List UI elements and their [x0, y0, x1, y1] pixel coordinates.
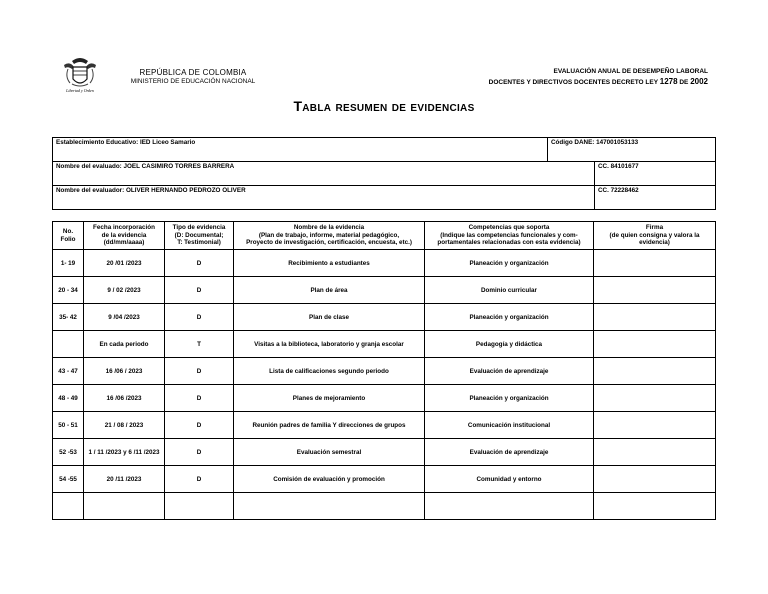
cell-date: 9 / 02 /2023 [84, 277, 165, 304]
info-row-establishment [53, 138, 716, 162]
cell-date [84, 493, 165, 520]
cell-type: D [165, 412, 234, 439]
cell-folio: 20 - 34 [53, 277, 84, 304]
cell-signature [594, 385, 716, 412]
evidence-table [52, 221, 716, 520]
cell-folio: 54 -55 [53, 466, 84, 493]
cell-signature [594, 466, 716, 493]
cell-signature [594, 412, 716, 439]
info-row-evaluated [53, 162, 716, 186]
decree-number: 1278 [659, 77, 678, 86]
table-row [53, 493, 716, 520]
cell-date: 16 /06 /2023 [84, 385, 165, 412]
table-row [53, 304, 716, 331]
cell-evidence-name: Plan de clase [234, 304, 425, 331]
cell-evidence-name: Evaluación semestral [234, 439, 425, 466]
cell-signature [594, 493, 716, 520]
evaluated-cc-cell: CC. 84101677 [595, 162, 716, 186]
header-date-line: Fecha incorporación [93, 224, 155, 232]
cell-competence: Pedagogía y didáctica [425, 331, 594, 358]
table-row [53, 277, 716, 304]
evaluator-cc-cell: CC. 72228462 [595, 186, 716, 210]
cell-evidence-name: Planes de mejoramiento [234, 385, 425, 412]
cell-type: D [165, 277, 234, 304]
cell-signature [594, 250, 716, 277]
decree-de: DE [677, 79, 691, 86]
cell-date: 21 / 08 / 2023 [84, 412, 165, 439]
cell-folio: 1- 19 [53, 250, 84, 277]
header-comp-line: portamentales relacionadas con esta evidencia) [437, 239, 581, 247]
header-name-line: Nombre de la evidencia [293, 224, 365, 232]
table-row [53, 358, 716, 385]
cell-folio: 52 -53 [53, 439, 84, 466]
table-row [53, 385, 716, 412]
header-right [489, 68, 708, 86]
evaluation-title: EVALUACIÓN ANUAL DE DESEMPEÑO LABORAL [553, 68, 708, 75]
header-evidence-name [234, 222, 425, 250]
ministry-name: MINISTERIO DE EDUCACIÓN NACIONAL [130, 78, 256, 85]
cell-folio [53, 331, 84, 358]
cell-competence: Planeación y organización [425, 304, 594, 331]
dane-code-cell: Código DANE: 147001053133 [548, 138, 716, 162]
cell-type: D [165, 358, 234, 385]
cell-date: 20 /01 /2023 [84, 250, 165, 277]
header-date-line: de la evidencia [101, 231, 147, 239]
cell-folio: 35- 42 [53, 304, 84, 331]
evaluated-name-cell: Nombre del evaluado: JOEL CASIMIRO TORRES BARRERA [53, 162, 595, 186]
header-type-line: T: Testimonial) [177, 239, 221, 247]
header-sign-line: evidencia) [639, 239, 670, 247]
header-folio-line: No. [62, 227, 74, 235]
decree-prefix: DOCENTES Y DIRECTIVOS DOCENTES DECRETO LEY [488, 79, 660, 86]
table-row [53, 250, 716, 277]
header-comp-line: Competencias que soporta [468, 224, 550, 232]
cell-signature [594, 358, 716, 385]
cell-evidence-name: Lista de calificaciones segundo periodo [234, 358, 425, 385]
cell-type: D [165, 466, 234, 493]
country-name: REPÚBLICA DE COLOMBIA [139, 68, 247, 77]
cell-folio: 48 - 49 [53, 385, 84, 412]
header-comp-line: (Indique las competencias funcionales y com- [440, 231, 578, 239]
header-signature [594, 222, 716, 250]
info-table [52, 137, 716, 210]
cell-folio [53, 493, 84, 520]
cell-date: 20 /11 /2023 [84, 466, 165, 493]
info-row-evaluator [53, 186, 716, 210]
table-row [53, 412, 716, 439]
cell-folio: 43 - 47 [53, 358, 84, 385]
header-name-line: (Plan de trabajo, informe, material pedagógico, [258, 231, 400, 239]
header-sign-line: (de quien consigna y valora la [609, 231, 700, 239]
decree-year: 2002 [690, 77, 708, 86]
header-folio-line: Folio [60, 235, 76, 243]
cell-signature [594, 331, 716, 358]
page-title: Tabla resumen de evidencias [293, 98, 475, 114]
cell-date: 9 /04 /2023 [84, 304, 165, 331]
cell-evidence-name: Comisión de evaluación y promoción [234, 466, 425, 493]
header-date [84, 222, 165, 250]
cell-competence: Planeación y organización [425, 385, 594, 412]
evaluator-name-cell: Nombre del evaluador: OLIVER HERNANDO PEDROZO OLIVER [53, 186, 595, 210]
cell-type: D [165, 385, 234, 412]
header-competence [425, 222, 594, 250]
table-row [53, 331, 716, 358]
establishment-cell: Establecimiento Educativo: IED Liceo Samario [53, 138, 548, 162]
table-row [53, 466, 716, 493]
cell-signature [594, 277, 716, 304]
cell-type [165, 493, 234, 520]
cell-evidence-name: Visitas a la biblioteca, laboratorio y granja escolar [234, 331, 425, 358]
cell-type: T [165, 331, 234, 358]
cell-type: D [165, 439, 234, 466]
cell-type: D [165, 304, 234, 331]
cell-date: 16 /06 / 2023 [84, 358, 165, 385]
cell-date: En cada periodo [84, 331, 165, 358]
cell-evidence-name: Plan de área [234, 277, 425, 304]
header-sign-line: Firma [645, 224, 664, 232]
header-folio [53, 222, 84, 250]
table-row [53, 439, 716, 466]
header-left [118, 68, 268, 85]
cell-competence: Comunicación institucional [425, 412, 594, 439]
cell-competence: Evaluación de aprendizaje [425, 439, 594, 466]
decree-line [489, 77, 708, 86]
cell-evidence-name: Reunión padres de familia Y direcciones de grupos [234, 412, 425, 439]
cell-competence [425, 493, 594, 520]
cell-type: D [165, 250, 234, 277]
cell-evidence-name [234, 493, 425, 520]
header-date-line: (dd/mm/aaaa) [103, 239, 145, 247]
cell-competence: Dominio curricular [425, 277, 594, 304]
cell-folio: 50 - 51 [53, 412, 84, 439]
cell-signature [594, 304, 716, 331]
cell-competence: Comunidad y entorno [425, 466, 594, 493]
header-type-line: Tipo de evidencia [172, 224, 226, 232]
header-type-line: (D: Documental; [174, 231, 224, 239]
cell-competence: Planeación y organización [425, 250, 594, 277]
cell-competence: Evaluación de aprendizaje [425, 358, 594, 385]
evidence-header-row [53, 222, 716, 250]
cell-evidence-name: Recibimiento a estudiantes [234, 250, 425, 277]
seal-motto: Libertad y Orden [66, 88, 94, 93]
cell-signature [594, 439, 716, 466]
header-type [165, 222, 234, 250]
header-name-line: Proyecto de investigación, certificación, encuesta, etc.) [246, 239, 412, 247]
cell-date: 1 / 11 /2023 y 6 /11 /2023 [84, 439, 165, 466]
